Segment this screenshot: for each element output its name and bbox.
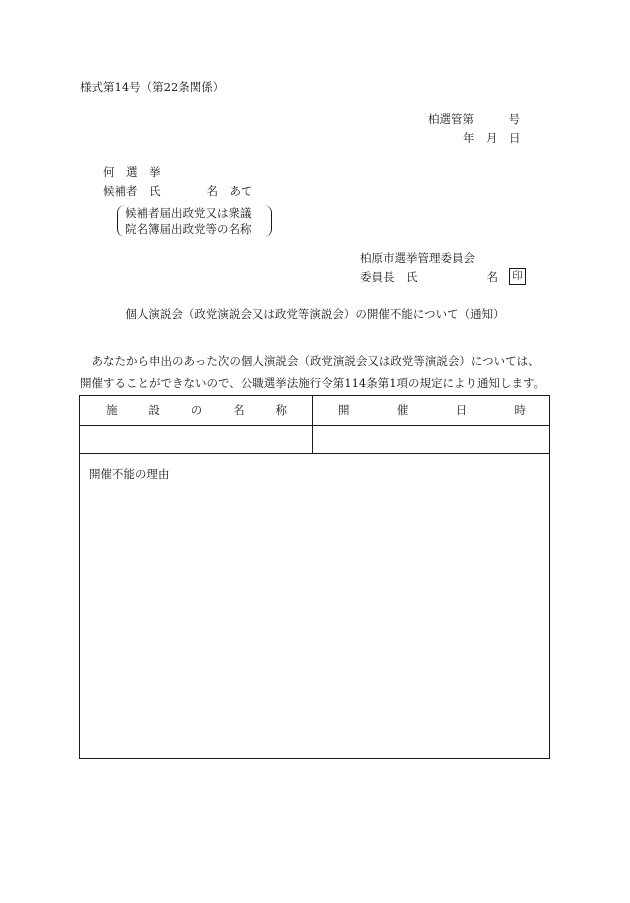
table-row-divider xyxy=(80,453,549,454)
addressee-election: 何 選 挙 xyxy=(103,165,161,179)
bracket-note-line1: 候補者届出政党又は衆議 xyxy=(125,206,252,220)
table-column-divider xyxy=(312,396,313,453)
facility-name-header-char: 名 xyxy=(233,403,245,417)
datetime-header xyxy=(338,405,526,417)
document-date: 年 月 日 xyxy=(463,131,521,145)
datetime-header-char: 日 xyxy=(455,403,468,417)
addressee-candidate: 候補者 氏 名 あて xyxy=(103,184,253,198)
document-title: 個人演説会（政党演説会又は政党等演説会）の開催不能について（通知） xyxy=(125,307,505,321)
bracket-note-line2: 院名簿届出政党等の名称 xyxy=(125,222,252,236)
form-number: 様式第14号（第22条関係） xyxy=(80,80,225,94)
sender-chairman: 委員長 氏 名 xyxy=(360,270,498,284)
facility-name-header-char: 称 xyxy=(275,403,287,417)
facility-name-header xyxy=(106,405,287,417)
document-number: 柏選管第 号 xyxy=(428,112,520,126)
facility-name-header-char: の xyxy=(190,403,203,417)
datetime-header-char: 時 xyxy=(514,403,526,417)
table-header-divider xyxy=(80,425,549,426)
facility-name-header-char: 設 xyxy=(148,403,160,417)
seal-stamp: 印 xyxy=(509,268,526,285)
notice-table xyxy=(79,395,550,759)
facility-name-header-char: 施 xyxy=(106,403,118,417)
datetime-header-char: 催 xyxy=(396,403,409,417)
reason-label: 開催不能の理由 xyxy=(89,467,170,481)
datetime-header-char: 開 xyxy=(338,403,350,417)
sender-committee: 柏原市選挙管理委員会 xyxy=(360,251,475,265)
body-text: あなたから申出のあった次の個人演説会（政党演説会又は政党等演説会）については、開催することができないので、公職選挙法施行令第114条第1項の規定により通知します。 xyxy=(80,354,546,390)
